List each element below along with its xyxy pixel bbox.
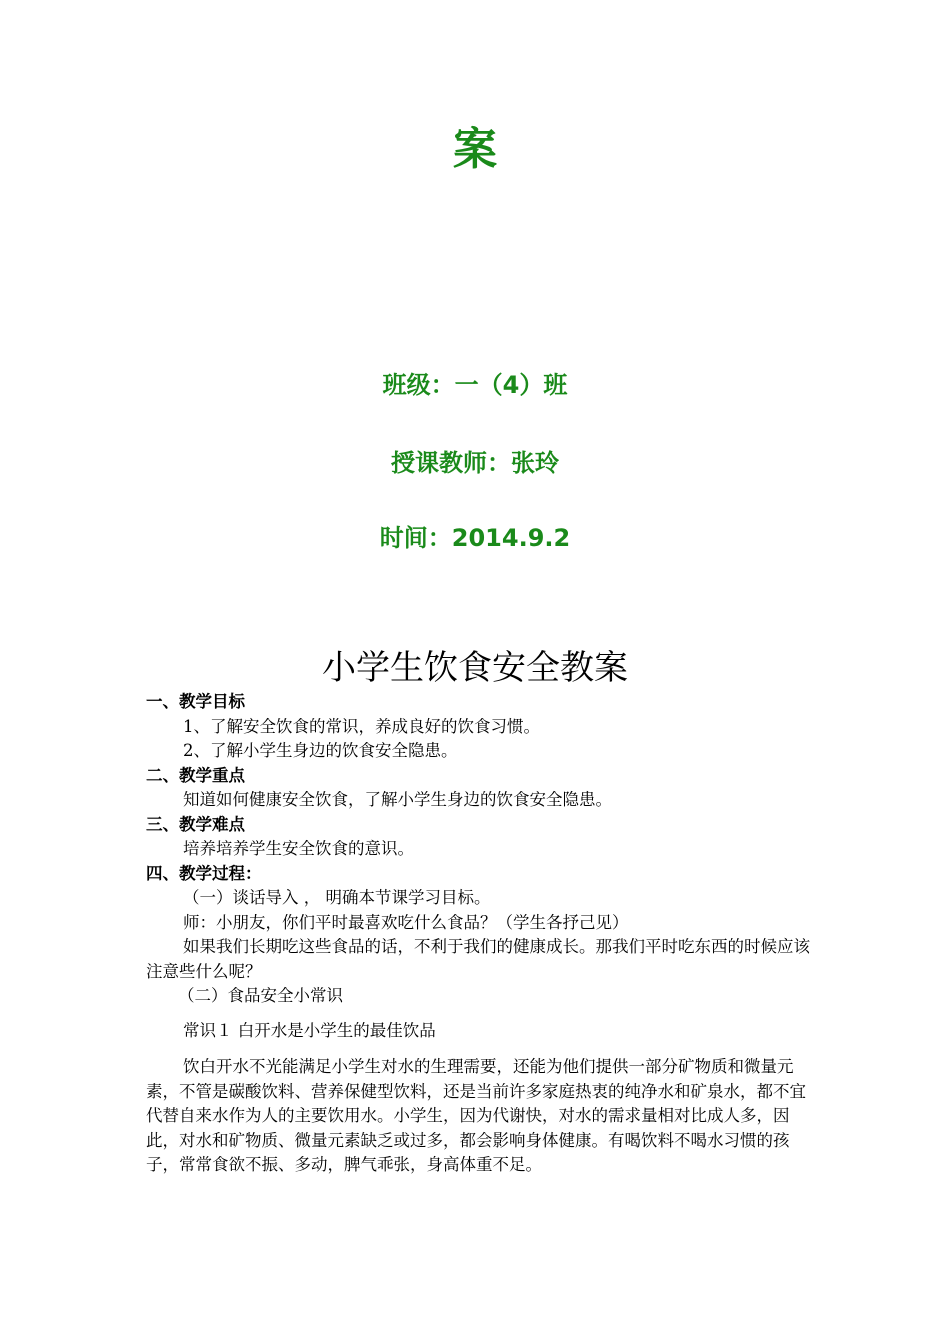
document-body	[146, 690, 811, 1178]
process-step: （二）食品安全小常识	[178, 986, 343, 1005]
teacher-dialogue: 师：小朋友，你们平时最喜欢吃什么食品？（学生各抒己见）	[183, 912, 629, 932]
process-step: （一）谈话导入 ， 明确本节课学习目标。	[183, 888, 491, 907]
document-title: 小学生饮食安全教案	[322, 648, 628, 688]
cover-title: 案	[453, 124, 497, 175]
objective-item: 2、了解小学生身边的饮食安全隐患。	[183, 741, 458, 760]
class-line: 班级：一（4）班	[382, 371, 568, 399]
teacher-line: 授课教师：张玲	[391, 449, 559, 477]
section-heading-objectives: 一、教学目标	[146, 692, 245, 711]
section-heading-process: 四、教学过程：	[146, 863, 262, 883]
key-points-text: 知道如何健康安全饮食，了解小学生身边的饮食安全隐患。	[183, 790, 612, 809]
tip-paragraph: 饮白开水不光能满足小学生对水的生理需要，还能为他们提供一部分矿物质和微量元素，不管是碳酸饮料、营养保健型饮料，还是当前许多家庭热衷的纯净水和矿泉水，都不宜代替自来水作为人的主要饮用水。小学生，因为代谢快，对水的需求量相对比成人多，因此，对水和矿物质、微量元素缺乏或过多，都会影响身体健康。有喝饮料不喝水习惯的孩子，常常食欲不振、多动，脾气乖张，身高体重不足。	[146, 1057, 806, 1174]
objective-item: 1、了解安全饮食的常识，养成良好的饮食习惯。	[183, 716, 540, 736]
tip-heading: 常识１ 白开水是小学生的最佳饮品	[183, 1020, 436, 1040]
difficulties-text: 培养培养学生安全饮食的意识。	[183, 839, 414, 858]
date-line: 时间：2014.9.2	[379, 524, 571, 552]
section-heading-difficulties: 三、教学难点	[146, 814, 245, 834]
section-heading-key-points: 二、教学重点	[146, 765, 245, 785]
process-paragraph: 如果我们长期吃这些食品的话，不利于我们的健康成长。那我们平时吃东西的时候应该注意些什么呢？	[146, 937, 810, 981]
